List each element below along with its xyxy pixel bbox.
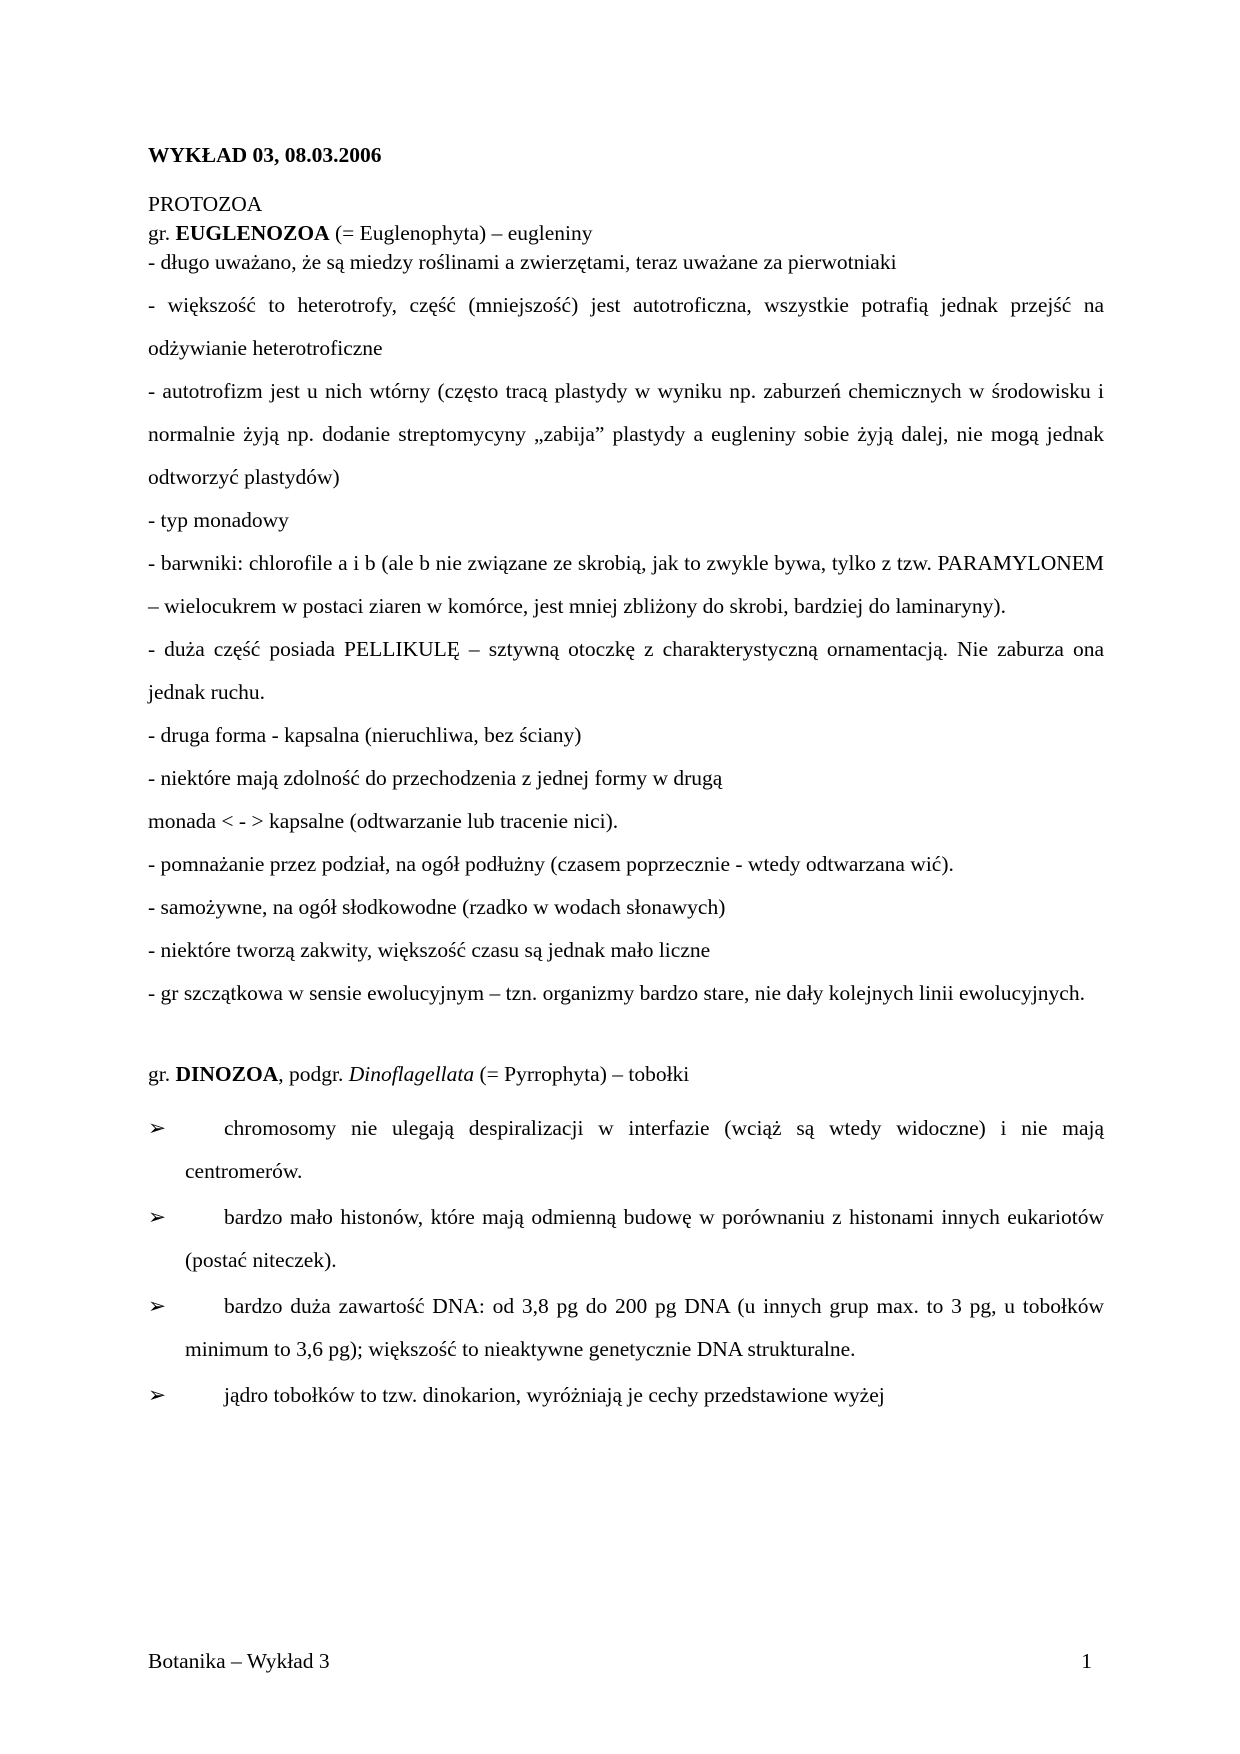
group-rest: (= Euglenophyta) – eugleniny <box>329 221 593 245</box>
list-item-text: bardzo mało histonów, które mają odmienną budowę w porównaniu z histonami innych eukariotów (postać niteczek). <box>185 1205 1104 1272</box>
arrow-bullet-icon: ➢ <box>148 1294 167 1318</box>
note-line: - duża część posiada PELLIKULĘ – sztywną otoczkę z charakterystyczną ornamentacją. Nie zaburza ona jednak ruchu. <box>148 637 1104 704</box>
group-rest: (= Pyrrophyta) – tobołki <box>474 1062 690 1086</box>
group-name: EUGLENOZOA <box>175 221 330 245</box>
list-item-text: jądro tobołków to tzw. dinokarion, wyróżniają je cechy przedstawione wyżej <box>224 1383 885 1407</box>
list-item <box>148 1196 1104 1282</box>
section-spacer <box>148 1015 1104 1060</box>
note-line: - barwniki: chlorofile a i b (ale b nie związane ze skrobią, jak to zwykle bywa, tylko z tzw. PARAMYLONEM – wielocukrem w postaci ziaren w komórce, jest mniej zbliżony do skrobi, bardziej do laminaryny). <box>148 551 1104 618</box>
list-item-text: bardzo duża zawartość DNA: od 3,8 pg do 200 pg DNA (u innych grup max. to 3 pg, u tobołków minimum to 3,6 pg); większość to nieaktywne genetycznie DNA strukturalne. <box>185 1294 1104 1361</box>
list-item <box>148 1374 1104 1417</box>
note-line: - niektóre tworzą zakwity, większość czasu są jednak mało liczne <box>148 938 711 962</box>
group-heading-dinozoa <box>148 1060 1104 1089</box>
arrow-bullet-icon: ➢ <box>148 1116 167 1140</box>
subgroup-prefix: , podgr. <box>278 1062 349 1086</box>
note-line: - typ monadowy <box>148 508 289 532</box>
group-heading-euglenozoa <box>148 219 1104 248</box>
section-label-protozoa: PROTOZOA <box>148 192 263 216</box>
list-item-text: chromosomy nie ulegają despiralizacji w interfazie (wciąż są wtedy widoczne) i nie mają centromerów. <box>185 1116 1104 1183</box>
note-line: - większość to heterotrofy, część (mniejszość) jest autotroficzna, wszystkie potrafią jednak przejść na odżywianie heterotroficzne <box>148 293 1104 360</box>
page-footer <box>148 1646 1104 1676</box>
note-line: monada < - > kapsalne (odtwarzanie lub tracenie nici). <box>148 809 619 833</box>
note-line: - autotrofizm jest u nich wtórny (często tracą plastydy w wyniku np. zaburzeń chemicznych w środowisku i normalnie żyją np. dodanie streptomycyny „zabija” plastydy a eugleniny sobie żyją dalej, nie mogą jednak odtworzyć plastydów) <box>148 379 1104 489</box>
subgroup-name: Dinoflagellata <box>348 1062 475 1086</box>
dinozoa-bullet-list <box>148 1107 1104 1417</box>
arrow-bullet-icon: ➢ <box>148 1383 167 1407</box>
note-line: - niektóre mają zdolność do przechodzenia z jednej formy w drugą <box>148 766 723 790</box>
note-line: - druga forma - kapsalna (nieruchliwa, bez ściany) <box>148 723 582 747</box>
lecture-heading: WYKŁAD 03, 08.03.2006 <box>148 143 382 167</box>
group-prefix: gr. <box>148 1062 176 1086</box>
page-number: 1 <box>1081 1649 1092 1673</box>
list-item <box>148 1285 1104 1371</box>
note-line: - długo uważano, że są miedzy roślinami a zwierzętami, teraz uważane za pierwotniaki <box>148 250 897 274</box>
list-item <box>148 1107 1104 1193</box>
arrow-bullet-icon: ➢ <box>148 1205 167 1229</box>
page-content <box>148 140 1104 1420</box>
note-line: - pomnażanie przez podział, na ogół podłużny (czasem poprzecznie - wtedy odtwarzana wić). <box>148 852 954 876</box>
euglenozoa-notes <box>148 248 1104 1015</box>
group-name: DINOZOA <box>175 1062 279 1086</box>
note-line: - gr szczątkowa w sensie ewolucyjnym – tzn. organizmy bardzo stare, nie dały kolejnych linii ewolucyjnych. <box>148 981 1085 1005</box>
group-prefix: gr. <box>148 221 176 245</box>
footer-title: Botanika – Wykład 3 <box>148 1649 330 1673</box>
note-line: - samożywne, na ogół słodkowodne (rzadko w wodach słonawych) <box>148 895 726 919</box>
